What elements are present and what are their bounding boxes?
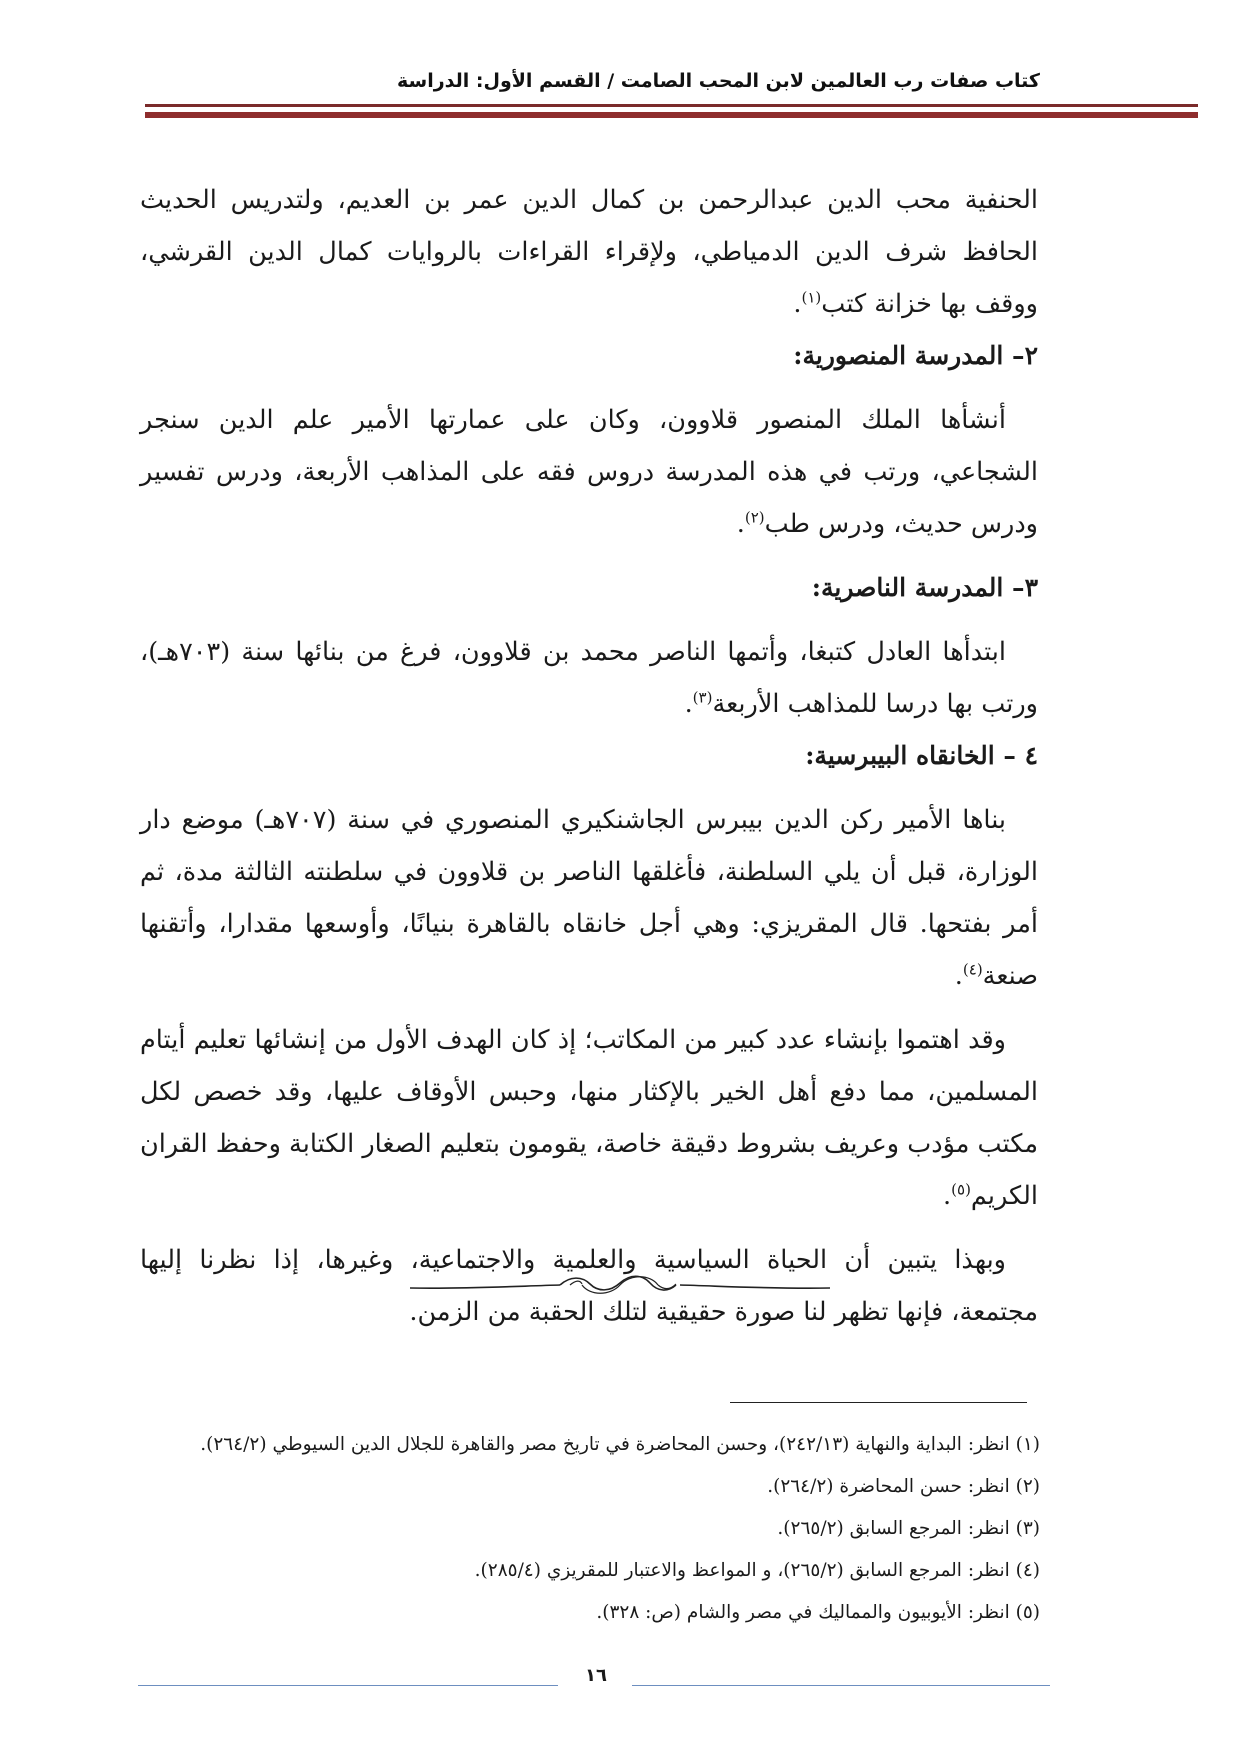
header-rule-thin xyxy=(145,104,1198,107)
paragraph-4: بناها الأمير ركن الدين بيبرس الجاشنكيري المنصوري في سنة (٧٠٧هـ) موضع دار الوزارة، قبل أن يلي السلطنة، فأغلقها الناصر بن قلاوون في سلطنته الثالثة مدة، ثم أمر بفتحها. قال المقريزي: وهي أجل خانقاه بالقاهرة بنيانًا، وأوسعها مقدارا، وأتقنها صنعة$^{(٤)}$. xyxy=(140,805,1038,991)
page-number: ١٦ xyxy=(585,1665,607,1686)
footnote-separator xyxy=(730,1402,1027,1403)
footnote-ref-1[interactable]: (١) xyxy=(801,288,822,307)
footer-rule-left xyxy=(138,1685,558,1686)
header-rule-thick xyxy=(145,112,1198,118)
paragraph-1: الحنفية محب الدين عبدالرحمن بن كمال الدين عمر بن العديم، ولتدريس الحديث الحافظ شرف الدين الدمياطي، ولإقراء القراءات بالروايات كمال الدين القرشي، ووقف بها خزانة كتب$^{(١)}$. xyxy=(140,185,1038,319)
footnote-ref-2[interactable]: (٢) xyxy=(744,508,765,527)
running-header: كتاب صفات رب العالمين لابن المحب الصامت / القسم الأول: الدراسة xyxy=(397,70,1040,92)
section-divider-ornament xyxy=(410,1268,830,1304)
footnote-ref-4[interactable]: (٤) xyxy=(962,960,983,979)
footnote-ref-3[interactable]: (٣) xyxy=(692,688,713,707)
footnotes xyxy=(160,1424,1040,1634)
heading-mansuriya: ٢– المدرسة المنصورية: xyxy=(793,341,1038,370)
paragraph-6: وبهذا يتبين أن الحياة السياسية والعلمية والاجتماعية، وغيرها، إذا نظرنا إليها مجتمعة، فإنها تظهر لنا صورة حقيقية لتلك الحقبة من الزمن. xyxy=(140,1245,1038,1327)
footnote-4: (٤) انظر: المرجع السابق (٢٦٥/٢)، و المواعظ والاعتبار للمقريزي (٢٨٥/٤). xyxy=(474,1560,1040,1581)
heading-khanqah: ٤ – الخانقاه البيبرسية: xyxy=(805,741,1038,770)
paragraph-2: أنشأها الملك المنصور قلاوون، وكان على عمارتها الأمير علم الدين سنجر الشجاعي، ورتب في هذه المدرسة دروس فقه على المذاهب الأربعة، ودرس تفسير ودرس حديث، ودرس طب$^{(٢)}$. xyxy=(140,405,1038,539)
footnote-2: (٢) انظر: حسن المحاضرة (٢٦٤/٢). xyxy=(767,1476,1040,1497)
main-text xyxy=(140,174,1038,1338)
heading-nasiriya: ٣– المدرسة الناصرية: xyxy=(811,573,1038,602)
footnote-ref-5[interactable]: (٥) xyxy=(951,1180,971,1199)
paragraph-5: وقد اهتموا بإنشاء عدد كبير من المكاتب؛ إذ كان الهدف الأول من إنشائها تعليم أيتام المسلمين، مما دفع أهل الخير بالإكثار منها، وحبس الأوقاف عليها، وقد خصص لكل مكتب مؤدب وعريف بشروط دقيقة خاصة، يقومون بتعليم الصغار الكتابة وحفظ القران الكريم$^{(٥)}$. xyxy=(140,1025,1038,1211)
footnote-5: (٥) انظر: الأيوبيون والمماليك في مصر والشام (ص: ٣٢٨). xyxy=(596,1602,1040,1623)
footnote-1: (١) انظر: البداية والنهاية (٢٤٢/١٣)، وحسن المحاضرة في تاريخ مصر والقاهرة للجلال الدين السيوطي (٢٦٤/٢). xyxy=(200,1434,1040,1455)
footer-rule-right xyxy=(632,1685,1050,1686)
footnote-3: (٣) انظر: المرجع السابق (٢٦٥/٢). xyxy=(777,1518,1040,1539)
paragraph-3: ابتدأها العادل كتبغا، وأتمها الناصر محمد بن قلاوون، فرغ من بنائها سنة (٧٠٣هـ)، ورتب بها درسا للمذاهب الأربعة$^{(٣)}$. xyxy=(140,637,1038,719)
